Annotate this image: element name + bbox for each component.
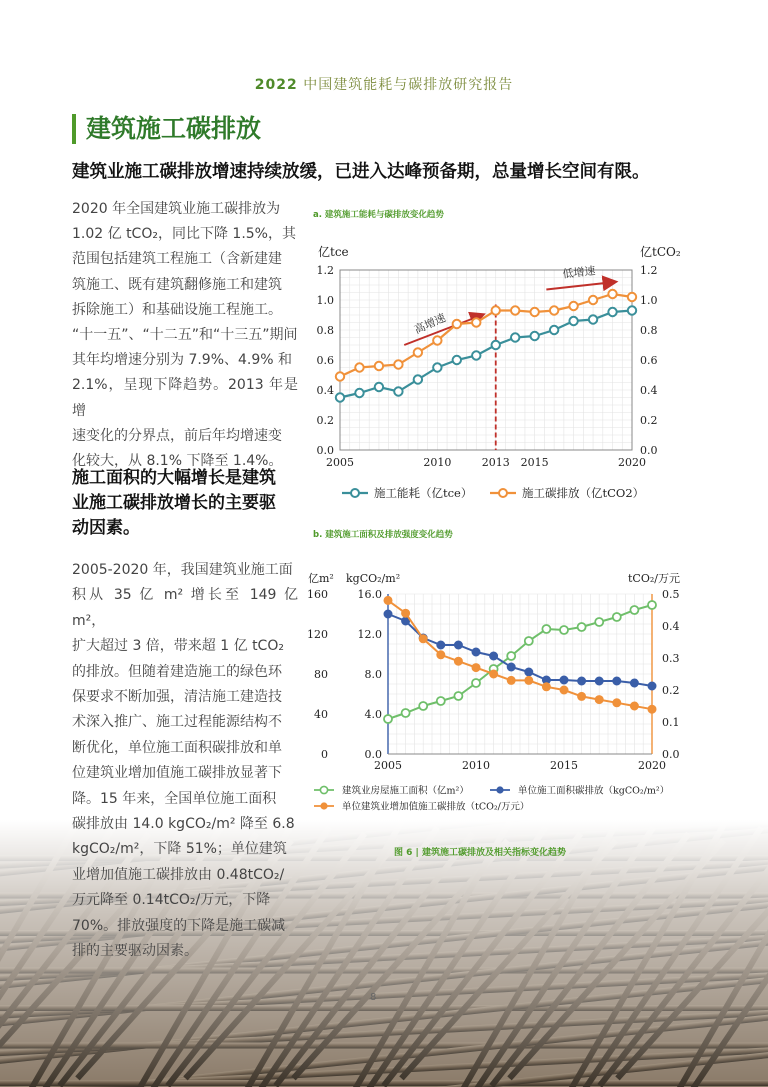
data-point — [437, 697, 445, 705]
para2-line: 碳排放由 14.0 kgCO₂/m² 降至 6.8 — [72, 816, 295, 833]
legend-label: 建筑业房屋施工面积（亿m²） — [342, 785, 469, 797]
para2-line: 保要求不断加强，清洁施工建造技 — [72, 689, 282, 706]
y-tick-label-left: 0.4 — [316, 384, 334, 397]
data-point — [560, 676, 568, 684]
y-left2-tick-label: 8.0 — [364, 668, 382, 681]
data-point — [550, 326, 558, 334]
data-point — [394, 387, 402, 395]
data-point — [384, 715, 392, 723]
data-point — [355, 363, 363, 371]
para2-line: 积从 35 亿 m² 增长至 149 亿 m²， — [72, 587, 298, 629]
y-left1-tick-label: 40 — [314, 708, 328, 721]
x-tick-label: 2005 — [374, 759, 402, 772]
y-tick-label-left: 0.0 — [316, 444, 334, 457]
legend-marker — [496, 786, 503, 793]
data-point — [490, 652, 498, 660]
para1-line: “十一五”、“十二五”和“十三五”期间 — [72, 327, 298, 344]
data-point — [437, 651, 445, 659]
legend-label: 单位建筑业增加值施工碳排放（tCO₂/万元） — [342, 801, 530, 813]
paragraph-2 — [72, 558, 298, 965]
data-point — [542, 625, 550, 633]
data-point — [542, 683, 550, 691]
data-point — [492, 341, 500, 349]
y-right-tick-label: 0.4 — [662, 620, 680, 633]
data-point — [595, 618, 603, 626]
para1-line: 2020 年全国建筑业施工碳排放为 — [72, 201, 281, 217]
data-point — [336, 393, 344, 401]
y-tick-label-left: 0.6 — [316, 354, 334, 367]
y-tick-label-left: 1.2 — [316, 264, 334, 277]
data-point — [550, 306, 558, 314]
data-point — [525, 668, 533, 676]
y-right-label: 亿tCO₂ — [640, 245, 681, 259]
data-point — [560, 686, 568, 694]
data-point — [569, 317, 577, 325]
annotation-high-growth: 高增速 — [412, 311, 448, 337]
data-point — [507, 663, 515, 671]
para1-line: 1.02 亿 tCO₂，同比下降 1.5%，其 — [72, 226, 296, 243]
y-left1-tick-label: 120 — [307, 628, 328, 641]
data-point — [595, 677, 603, 685]
page-number: 8 — [370, 992, 377, 1003]
data-point — [437, 641, 445, 649]
data-point — [375, 362, 383, 370]
data-point — [414, 375, 422, 383]
data-point — [472, 679, 480, 687]
data-point — [578, 692, 586, 700]
y-right-tick-label: 0.1 — [662, 716, 680, 729]
data-point — [472, 351, 480, 359]
data-point — [525, 676, 533, 684]
report-title: 中国建筑能耗与碳排放研究报告 — [303, 77, 514, 93]
data-point — [384, 596, 392, 604]
data-point — [355, 389, 363, 397]
y-right-tick-label: 0.3 — [662, 652, 680, 665]
y-tick-label-right: 0.8 — [640, 324, 658, 337]
y-left1-label: 亿m² — [308, 572, 334, 585]
para1-line: 其年均增速分别为 7.9%、4.9% 和 — [72, 352, 293, 369]
x-tick-label: 2020 — [638, 759, 666, 772]
y-tick-label-right: 1.0 — [640, 294, 658, 307]
y-left-label: 亿tce — [318, 245, 349, 259]
data-point — [578, 623, 586, 631]
data-point — [613, 699, 621, 707]
data-point — [560, 626, 568, 634]
arrow-low-growth — [546, 282, 614, 290]
data-point — [454, 692, 462, 700]
y-tick-label-right: 0.6 — [640, 354, 658, 367]
y-left2-tick-label: 4.0 — [364, 708, 382, 721]
para2-line: 2005-2020 年，我国建筑业施工面 — [72, 562, 293, 578]
para1-line: 化较大，从 8.1% 下降至 1.4%。 — [72, 453, 283, 470]
data-point — [492, 306, 500, 314]
data-point — [511, 306, 519, 314]
data-point — [507, 676, 515, 684]
data-point — [472, 648, 480, 656]
section-title: 建筑施工碳排放 — [72, 114, 261, 144]
x-tick-label: 2015 — [520, 456, 549, 469]
data-point — [472, 318, 480, 326]
paragraph-1 — [72, 197, 298, 474]
legend-marker — [499, 489, 507, 497]
chart-a — [300, 230, 700, 510]
para2-line: 的排放。但随着建造施工的绿色环 — [72, 663, 282, 680]
y-left1-tick-label: 0 — [321, 748, 328, 761]
y-tick-label-right: 1.2 — [640, 264, 658, 277]
data-point — [648, 601, 656, 609]
data-point — [419, 635, 427, 643]
data-point — [589, 296, 597, 304]
data-point — [530, 332, 538, 340]
data-point — [414, 348, 422, 356]
data-point — [628, 306, 636, 314]
para1-line: 2.1%，呈现下降趋势。2013 年是增 — [72, 377, 298, 419]
data-point — [454, 641, 462, 649]
data-point — [648, 682, 656, 690]
data-point — [613, 677, 621, 685]
para2-line: 万元降至 0.14tCO₂/万元，下降 — [72, 892, 271, 909]
chart-a-caption: a. 建筑施工能耗与碳排放变化趋势 — [313, 210, 444, 220]
legend-label: 施工碳排放（亿tCO2） — [522, 486, 645, 500]
data-point — [595, 696, 603, 704]
legend-marker — [351, 489, 359, 497]
y-left2-tick-label: 16.0 — [357, 588, 382, 601]
data-point — [394, 360, 402, 368]
y-left2-tick-label: 12.0 — [357, 628, 382, 641]
data-point — [402, 709, 410, 717]
chart-b — [300, 568, 720, 828]
para1-line: 筑施工、既有建筑翻修施工和建筑 — [72, 276, 282, 293]
para2-line: 术深入推广、施工过程能源结构不 — [72, 714, 282, 731]
data-point — [648, 705, 656, 713]
para2-line: 扩大超过 3 倍，带来超 1 亿 tCO₂ — [72, 638, 284, 655]
para1-line: 拆除施工）和基础设施工程施工。 — [72, 301, 282, 318]
data-point — [453, 356, 461, 364]
y-right-tick-label: 0.0 — [662, 748, 680, 761]
data-point — [613, 613, 621, 621]
side-heading-line: 业施工碳排放增长的主要驱 — [72, 493, 276, 513]
data-point — [630, 606, 638, 614]
para1-line: 速变化的分界点，前后年均增速变 — [72, 427, 282, 444]
legend-marker — [320, 802, 327, 809]
data-point — [433, 336, 441, 344]
legend-label: 单位施工面积碳排放（kgCO₂/m²） — [518, 785, 670, 797]
y-right-tick-label: 0.2 — [662, 684, 680, 697]
para1-line: 范围包括建筑工程施工（含新建建 — [72, 251, 282, 268]
data-point — [336, 372, 344, 380]
y-right-label: tCO₂/万元 — [628, 572, 680, 585]
data-point — [628, 293, 636, 301]
data-point — [589, 315, 597, 323]
data-point — [402, 609, 410, 617]
report-year: 2022 — [254, 77, 298, 93]
para2-line: 断优化，单位施工面积碳排放和单 — [72, 739, 282, 756]
legend-label: 施工能耗（亿tce） — [374, 486, 473, 500]
y-right-tick-label: 0.5 — [662, 588, 680, 601]
para2-line: 位建筑业增加值施工碳排放显著下 — [72, 765, 282, 782]
x-tick-label: 2015 — [550, 759, 578, 772]
y-left2-tick-label: 0.0 — [364, 748, 382, 761]
para2-line: 排的主要驱动因素。 — [72, 943, 198, 960]
y-tick-label-right: 0.0 — [640, 444, 658, 457]
section-subtitle: 建筑业施工碳排放增速持续放缓，已进入达峰预备期，总量增长空间有限。 — [72, 162, 650, 182]
para2-line: 业增加值施工碳排放由 0.48tCO₂/ — [72, 866, 285, 883]
x-tick-label: 2010 — [462, 759, 490, 772]
chart-b-caption: b. 建筑施工面积及排放强度变化趋势 — [313, 530, 453, 540]
data-point — [453, 320, 461, 328]
data-point — [630, 679, 638, 687]
x-tick-label: 2005 — [326, 456, 354, 469]
y-tick-label-right: 0.2 — [640, 414, 658, 427]
y-tick-label-left: 0.2 — [316, 414, 334, 427]
para2-line: 70%。排放强度的下降是施工碳减 — [72, 917, 286, 934]
data-point — [530, 308, 538, 316]
para2-line: 降。15 年来，全国单位施工面积 — [72, 790, 277, 807]
data-point — [525, 637, 533, 645]
side-heading-line: 施工面积的大幅增长是建筑 — [72, 468, 276, 488]
data-point — [578, 677, 586, 685]
data-point — [507, 652, 515, 660]
data-point — [375, 383, 383, 391]
data-point — [472, 664, 480, 672]
x-tick-label: 2010 — [423, 456, 452, 469]
annotation-low-growth: 低增速 — [561, 264, 597, 281]
figure-caption: 图 6 | 建筑施工碳排放及相关指标变化趋势 — [394, 848, 566, 858]
legend-marker — [320, 786, 327, 793]
y-tick-label-left: 0.8 — [316, 324, 334, 337]
y-left2-label: kgCO₂/m² — [346, 572, 401, 585]
y-left1-tick-label: 80 — [314, 668, 328, 681]
data-point — [490, 670, 498, 678]
para2-line: kgCO₂/m²，下降 51%；单位建筑 — [72, 841, 287, 858]
side-heading — [72, 466, 302, 541]
data-point — [569, 302, 577, 310]
x-tick-label: 2013 — [481, 456, 510, 469]
report-header — [0, 74, 768, 94]
y-left1-tick-label: 160 — [307, 588, 328, 601]
y-tick-label-right: 0.4 — [640, 384, 658, 397]
data-point — [511, 333, 519, 341]
data-point — [384, 610, 392, 618]
data-point — [608, 290, 616, 298]
x-tick-label: 2020 — [618, 456, 646, 469]
data-point — [433, 363, 441, 371]
y-tick-label-left: 1.0 — [316, 294, 334, 307]
data-point — [419, 702, 427, 710]
data-point — [454, 657, 462, 665]
data-point — [608, 308, 616, 316]
side-heading-line: 动因素。 — [72, 518, 140, 538]
data-point — [630, 702, 638, 710]
